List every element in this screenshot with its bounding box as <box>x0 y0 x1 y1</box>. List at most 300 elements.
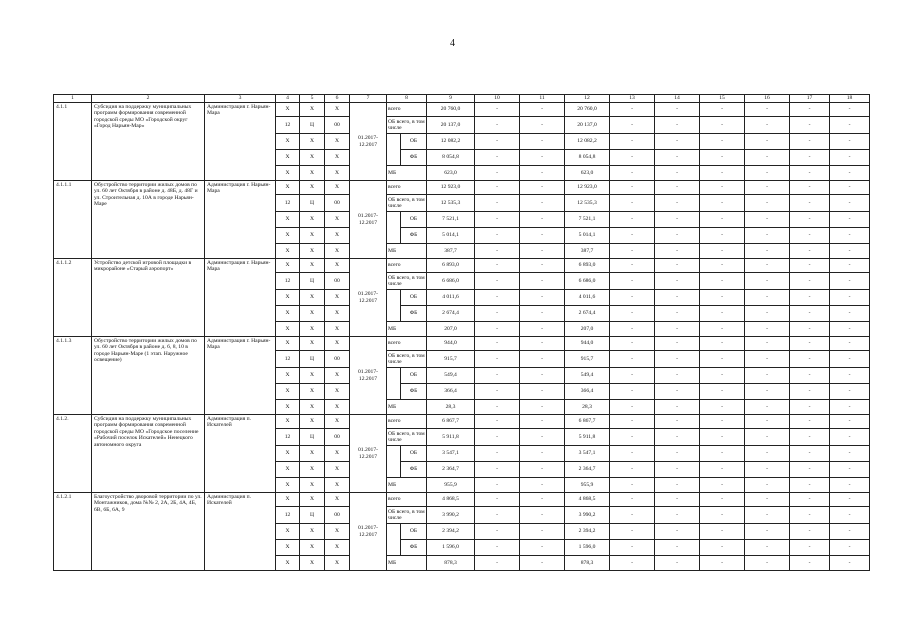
cell-c11: - <box>520 259 565 273</box>
cell-c4: Х <box>276 368 300 384</box>
table-row <box>54 337 870 351</box>
cell-c13: - <box>610 195 655 212</box>
sub-indent <box>387 368 401 384</box>
cell-c13: - <box>610 540 655 556</box>
cell-c11: - <box>520 181 565 195</box>
cell-c6: Х <box>325 478 350 493</box>
cell-c5: Ц <box>300 273 325 290</box>
column-header: 14 <box>655 95 700 103</box>
cell-c4: Х <box>276 462 300 478</box>
cell-c9: 2 674,4 <box>427 306 475 322</box>
cell-c17: - <box>790 290 830 306</box>
cell-c6: Х <box>325 290 350 306</box>
cell-c11: - <box>520 351 565 368</box>
column-header: 10 <box>475 95 520 103</box>
cell-c16: - <box>745 134 790 150</box>
cell-c6: Х <box>325 212 350 228</box>
cell-c6: Х <box>325 524 350 540</box>
cell-c11: - <box>520 212 565 228</box>
cell-c10: - <box>475 446 520 462</box>
cell-c5: Х <box>300 493 325 507</box>
cell-c15: - <box>700 166 745 181</box>
cell-c10: - <box>475 150 520 166</box>
cell-c17: - <box>790 337 830 351</box>
cell-c13: - <box>610 103 655 117</box>
cell-c14: - <box>655 244 700 259</box>
cell-c14: - <box>655 103 700 117</box>
cell-c12: 944,0 <box>565 337 610 351</box>
cell-c6: 00 <box>325 429 350 446</box>
cell-c13: - <box>610 507 655 524</box>
cell-c16: - <box>745 384 790 400</box>
cell-c14: - <box>655 478 700 493</box>
cell-c12: 387,7 <box>565 244 610 259</box>
cell-c8: ФБ <box>401 150 427 166</box>
cell-c9: 5 014,1 <box>427 228 475 244</box>
cell-c6: Х <box>325 337 350 351</box>
cell-c8: всего <box>387 259 427 273</box>
cell-c14: - <box>655 306 700 322</box>
cell-c4: 12 <box>276 273 300 290</box>
cell-c5: Х <box>300 228 325 244</box>
cell-c14: - <box>655 493 700 507</box>
cell-c11: - <box>520 166 565 181</box>
cell-c11: - <box>520 368 565 384</box>
cell-c10: - <box>475 322 520 337</box>
cell-c9: 549,4 <box>427 368 475 384</box>
cell-c15: - <box>700 273 745 290</box>
cell-c4: 12 <box>276 117 300 134</box>
cell-c14: - <box>655 117 700 134</box>
cell-c16: - <box>745 244 790 259</box>
cell-c18: - <box>830 415 870 429</box>
cell-c6: Х <box>325 322 350 337</box>
cell-c8: ФБ <box>401 540 427 556</box>
cell-c18: - <box>830 540 870 556</box>
cell-c9: 878,3 <box>427 556 475 571</box>
cell-c15: - <box>700 384 745 400</box>
cell-c17: - <box>790 103 830 117</box>
header-row <box>54 95 870 103</box>
cell-c16: - <box>745 556 790 571</box>
cell-c16: - <box>745 150 790 166</box>
cell-c15: - <box>700 117 745 134</box>
cell-c16: - <box>745 493 790 507</box>
cell-c14: - <box>655 400 700 415</box>
cell-c14: - <box>655 228 700 244</box>
cell-c8: ОБ <box>401 524 427 540</box>
cell-c9: 4 011,6 <box>427 290 475 306</box>
cell-c6: Х <box>325 540 350 556</box>
cell-c12: 5 014,1 <box>565 228 610 244</box>
column-header: 5 <box>300 95 325 103</box>
cell-c5: Х <box>300 540 325 556</box>
cell-c18: - <box>830 290 870 306</box>
cell-c17: - <box>790 384 830 400</box>
cell-c4: Х <box>276 337 300 351</box>
table-row <box>54 103 870 117</box>
cell-c11: - <box>520 306 565 322</box>
cell-c9: 12 082,2 <box>427 134 475 150</box>
cell-c14: - <box>655 524 700 540</box>
cell-c10: - <box>475 400 520 415</box>
cell-c13: - <box>610 306 655 322</box>
cell-c17: - <box>790 244 830 259</box>
cell-c6: 00 <box>325 351 350 368</box>
row-executor: Администрация п. Искателей <box>205 493 276 571</box>
cell-c16: - <box>745 306 790 322</box>
cell-c13: - <box>610 273 655 290</box>
cell-c4: 12 <box>276 195 300 212</box>
column-header: 3 <box>205 95 276 103</box>
cell-c17: - <box>790 400 830 415</box>
cell-c6: Х <box>325 415 350 429</box>
cell-c17: - <box>790 507 830 524</box>
cell-c9: 623,0 <box>427 166 475 181</box>
cell-c18: - <box>830 259 870 273</box>
cell-c17: - <box>790 273 830 290</box>
cell-c5: Ц <box>300 117 325 134</box>
cell-c6: 00 <box>325 117 350 134</box>
column-header: 9 <box>427 95 475 103</box>
cell-c11: - <box>520 337 565 351</box>
cell-c12: 3 547,1 <box>565 446 610 462</box>
cell-c10: - <box>475 117 520 134</box>
row-executor: Администрация г. Нарьян-Мара <box>205 259 276 337</box>
sub-indent <box>387 540 401 556</box>
cell-c10: - <box>475 212 520 228</box>
cell-c12: 6 867,7 <box>565 415 610 429</box>
cell-c8: ФБ <box>401 384 427 400</box>
cell-c15: - <box>700 478 745 493</box>
cell-c4: Х <box>276 306 300 322</box>
cell-c16: - <box>745 446 790 462</box>
cell-c11: - <box>520 322 565 337</box>
cell-c14: - <box>655 337 700 351</box>
cell-c4: Х <box>276 103 300 117</box>
cell-c14: - <box>655 212 700 228</box>
cell-c5: Х <box>300 446 325 462</box>
cell-c13: - <box>610 462 655 478</box>
cell-c15: - <box>700 429 745 446</box>
cell-c8: всего <box>387 337 427 351</box>
cell-c18: - <box>830 507 870 524</box>
cell-c8: ОБ <box>401 212 427 228</box>
cell-c14: - <box>655 351 700 368</box>
cell-c15: - <box>700 415 745 429</box>
cell-c8: ОБ <box>401 446 427 462</box>
cell-c10: - <box>475 337 520 351</box>
cell-c13: - <box>610 290 655 306</box>
cell-c15: - <box>700 524 745 540</box>
cell-c16: - <box>745 273 790 290</box>
cell-c5: Х <box>300 244 325 259</box>
cell-c18: - <box>830 195 870 212</box>
cell-c8: ОБ <box>401 368 427 384</box>
cell-c8: ФБ <box>401 462 427 478</box>
cell-c10: - <box>475 507 520 524</box>
cell-c11: - <box>520 117 565 134</box>
cell-c14: - <box>655 462 700 478</box>
row-code: 4.1.2.1 <box>54 493 92 571</box>
cell-c10: - <box>475 493 520 507</box>
sub-indent <box>387 150 401 166</box>
cell-c6: Х <box>325 462 350 478</box>
cell-c17: - <box>790 540 830 556</box>
row-code: 4.1.2. <box>54 415 92 493</box>
sub-indent <box>387 384 401 400</box>
cell-c13: - <box>610 259 655 273</box>
cell-c18: - <box>830 212 870 228</box>
page-number: 4 <box>450 38 455 49</box>
cell-c11: - <box>520 150 565 166</box>
cell-c15: - <box>700 368 745 384</box>
cell-c9: 3 547,1 <box>427 446 475 462</box>
cell-c11: - <box>520 134 565 150</box>
cell-c15: - <box>700 134 745 150</box>
cell-c10: - <box>475 540 520 556</box>
cell-c17: - <box>790 134 830 150</box>
cell-c13: - <box>610 556 655 571</box>
cell-c9: 5 911,8 <box>427 429 475 446</box>
cell-c11: - <box>520 195 565 212</box>
cell-c13: - <box>610 166 655 181</box>
cell-c16: - <box>745 181 790 195</box>
cell-c10: - <box>475 273 520 290</box>
cell-c6: Х <box>325 259 350 273</box>
cell-c15: - <box>700 540 745 556</box>
cell-c11: - <box>520 244 565 259</box>
cell-c13: - <box>610 446 655 462</box>
cell-c10: - <box>475 351 520 368</box>
cell-c9: 3 990,2 <box>427 507 475 524</box>
cell-c15: - <box>700 259 745 273</box>
cell-c14: - <box>655 181 700 195</box>
cell-c8: ОБ всего, в том числе <box>387 273 427 290</box>
cell-c8: МБ <box>387 166 427 181</box>
cell-c14: - <box>655 290 700 306</box>
cell-c18: - <box>830 384 870 400</box>
cell-c18: - <box>830 446 870 462</box>
cell-c12: 623,0 <box>565 166 610 181</box>
cell-c17: - <box>790 556 830 571</box>
cell-c11: - <box>520 400 565 415</box>
row-executor: Администрация г. Нарьян-Мара <box>205 181 276 259</box>
cell-c9: 944,0 <box>427 337 475 351</box>
cell-c12: 2 364,7 <box>565 462 610 478</box>
cell-c9: 8 054,8 <box>427 150 475 166</box>
cell-c15: - <box>700 181 745 195</box>
cell-c6: 00 <box>325 507 350 524</box>
cell-c15: - <box>700 244 745 259</box>
cell-c9: 7 521,1 <box>427 212 475 228</box>
cell-c17: - <box>790 462 830 478</box>
cell-c15: - <box>700 351 745 368</box>
cell-c11: - <box>520 540 565 556</box>
cell-c15: - <box>700 462 745 478</box>
row-executor: Администрация п. Искателей <box>205 415 276 493</box>
sub-indent <box>387 524 401 540</box>
row-description: Обустройство территории жилых домов по ул. 60 лет Октября в районе д. 6, 8, 10 в городе Нарьян-Маре (1 этап. Наружное освещение) <box>92 337 205 415</box>
cell-c16: - <box>745 429 790 446</box>
cell-c11: - <box>520 273 565 290</box>
row-code: 4.1.1.2 <box>54 259 92 337</box>
cell-c13: - <box>610 337 655 351</box>
cell-c11: - <box>520 493 565 507</box>
cell-c13: - <box>610 524 655 540</box>
cell-c14: - <box>655 415 700 429</box>
cell-c14: - <box>655 166 700 181</box>
cell-c8: всего <box>387 181 427 195</box>
cell-c18: - <box>830 400 870 415</box>
cell-c12: 6 686,0 <box>565 273 610 290</box>
cell-c5: Х <box>300 400 325 415</box>
cell-c6: Х <box>325 134 350 150</box>
cell-c13: - <box>610 384 655 400</box>
cell-c18: - <box>830 306 870 322</box>
cell-c13: - <box>610 478 655 493</box>
cell-c10: - <box>475 166 520 181</box>
cell-c18: - <box>830 322 870 337</box>
cell-c6: 00 <box>325 273 350 290</box>
cell-c9: 1 596,0 <box>427 540 475 556</box>
cell-c12: 4 868,5 <box>565 493 610 507</box>
cell-c10: - <box>475 290 520 306</box>
cell-c14: - <box>655 446 700 462</box>
row-code: 4.1.1.3 <box>54 337 92 415</box>
cell-c16: - <box>745 212 790 228</box>
cell-c18: - <box>830 478 870 493</box>
cell-c8: ОБ всего, в том числе <box>387 117 427 134</box>
cell-c8: ОБ всего, в том числе <box>387 507 427 524</box>
cell-c16: - <box>745 478 790 493</box>
cell-c6: 00 <box>325 195 350 212</box>
cell-c11: - <box>520 103 565 117</box>
cell-c17: - <box>790 415 830 429</box>
cell-c13: - <box>610 415 655 429</box>
cell-c5: Х <box>300 103 325 117</box>
cell-c4: Х <box>276 166 300 181</box>
cell-c4: Х <box>276 228 300 244</box>
cell-c5: Х <box>300 462 325 478</box>
cell-c12: 1 596,0 <box>565 540 610 556</box>
column-header: 13 <box>610 95 655 103</box>
row-code: 4.1.1.1 <box>54 181 92 259</box>
cell-c14: - <box>655 507 700 524</box>
cell-c12: 12 535,3 <box>565 195 610 212</box>
cell-c18: - <box>830 117 870 134</box>
cell-c11: - <box>520 384 565 400</box>
cell-c12: 2 394,2 <box>565 524 610 540</box>
cell-c5: Ц <box>300 507 325 524</box>
cell-c13: - <box>610 134 655 150</box>
cell-c10: - <box>475 228 520 244</box>
column-header: 4 <box>276 95 300 103</box>
cell-c10: - <box>475 306 520 322</box>
cell-c12: 878,3 <box>565 556 610 571</box>
cell-c16: - <box>745 400 790 415</box>
cell-c9: 366,4 <box>427 384 475 400</box>
cell-c17: - <box>790 181 830 195</box>
cell-c16: - <box>745 290 790 306</box>
cell-c16: - <box>745 368 790 384</box>
cell-c16: - <box>745 462 790 478</box>
cell-c12: 12 082,2 <box>565 134 610 150</box>
cell-c14: - <box>655 384 700 400</box>
cell-c4: Х <box>276 415 300 429</box>
cell-c18: - <box>830 556 870 571</box>
cell-c8: всего <box>387 103 427 117</box>
cell-c6: Х <box>325 181 350 195</box>
cell-c15: - <box>700 337 745 351</box>
row-period: 01.2017-12.2017 <box>350 337 387 415</box>
cell-c9: 915,7 <box>427 351 475 368</box>
cell-c12: 4 011,6 <box>565 290 610 306</box>
cell-c12: 20 137,0 <box>565 117 610 134</box>
cell-c10: - <box>475 556 520 571</box>
cell-c17: - <box>790 228 830 244</box>
cell-c12: 366,4 <box>565 384 610 400</box>
cell-c4: Х <box>276 478 300 493</box>
row-period: 01.2017-12.2017 <box>350 103 387 181</box>
cell-c13: - <box>610 228 655 244</box>
cell-c13: - <box>610 244 655 259</box>
cell-c11: - <box>520 478 565 493</box>
column-header: 18 <box>830 95 870 103</box>
row-executor: Администрация г. Нарьян-Мара <box>205 103 276 181</box>
cell-c5: Х <box>300 415 325 429</box>
row-description: Устройство детской игровой площадки в микрорайоне «Старый аэропорт» <box>92 259 205 337</box>
cell-c4: Х <box>276 290 300 306</box>
cell-c16: - <box>745 228 790 244</box>
cell-c13: - <box>610 322 655 337</box>
cell-c4: Х <box>276 322 300 337</box>
cell-c18: - <box>830 462 870 478</box>
cell-c18: - <box>830 181 870 195</box>
cell-c14: - <box>655 540 700 556</box>
cell-c4: Х <box>276 524 300 540</box>
cell-c8: ОБ всего, в том числе <box>387 195 427 212</box>
cell-c12: 915,7 <box>565 351 610 368</box>
cell-c15: - <box>700 212 745 228</box>
cell-c8: ОБ <box>401 290 427 306</box>
cell-c6: Х <box>325 306 350 322</box>
column-header: 7 <box>350 95 387 103</box>
cell-c13: - <box>610 181 655 195</box>
cell-c17: - <box>790 259 830 273</box>
cell-c14: - <box>655 134 700 150</box>
cell-c15: - <box>700 322 745 337</box>
cell-c6: Х <box>325 400 350 415</box>
cell-c10: - <box>475 181 520 195</box>
cell-c5: Х <box>300 524 325 540</box>
cell-c15: - <box>700 150 745 166</box>
cell-c18: - <box>830 244 870 259</box>
cell-c8: ОБ всего, в том числе <box>387 351 427 368</box>
cell-c4: Х <box>276 181 300 195</box>
column-header: 17 <box>790 95 830 103</box>
cell-c16: - <box>745 166 790 181</box>
cell-c11: - <box>520 524 565 540</box>
budget-table <box>53 94 870 571</box>
cell-c9: 6 867,7 <box>427 415 475 429</box>
cell-c6: Х <box>325 384 350 400</box>
cell-c4: Х <box>276 540 300 556</box>
cell-c6: Х <box>325 556 350 571</box>
cell-c11: - <box>520 290 565 306</box>
cell-c4: Х <box>276 244 300 259</box>
cell-c17: - <box>790 150 830 166</box>
